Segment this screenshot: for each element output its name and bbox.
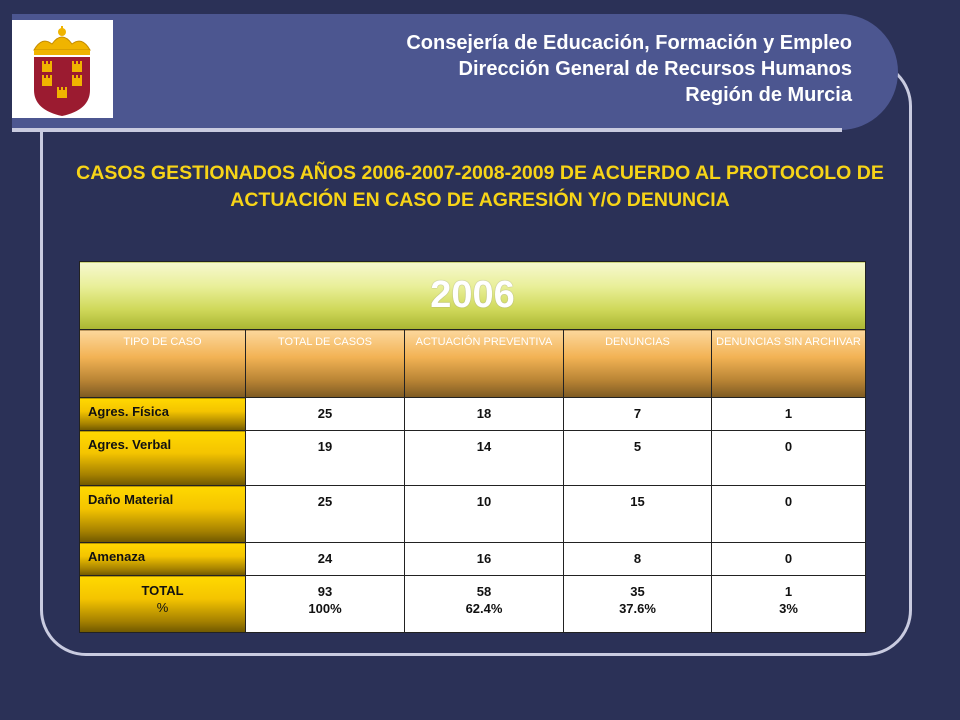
row-label: Amenaza [80,543,246,576]
total-row [80,576,866,633]
total-value: 58 [476,584,492,599]
header-line-1: Consejería de Educación, Formación y Empleo [406,32,852,54]
coat-of-arms-icon [12,20,113,118]
table-row [80,486,866,543]
table-cell: 10 [405,486,564,543]
total-cell [405,576,564,633]
table-cell: 25 [246,398,405,431]
page-title: CASOS GESTIONADOS AÑOS 2006-2007-2008-2009 DE ACUERDO AL PROTOCOLO DE ACTUACIÓN EN CASO DE AGRESIÓN Y/O DENUNCIA [76,162,884,211]
table-cell: 14 [405,431,564,486]
table-cell: 19 [246,431,405,486]
header-text [406,30,852,108]
table-cell: 7 [564,398,712,431]
total-cell [564,576,712,633]
total-pct: 62.4% [465,601,503,616]
header-line-2: Dirección General de Recursos Humanos [458,58,852,80]
total-label-text: TOTAL [141,583,184,598]
total-value: 1 [784,584,793,599]
table-row [80,543,866,576]
header-divider [12,128,842,132]
total-pct: 3% [779,601,798,616]
col-header-sin-archivar: DENUNCIAS SIN ARCHIVAR [712,330,866,398]
col-header-actuacion: ACTUACIÓN PREVENTIVA [405,330,564,398]
total-label-pct: % [156,600,169,615]
table-cell: 24 [246,543,405,576]
col-header-tipo: TIPO DE CASO [80,330,246,398]
row-label: Agres. Física [80,398,246,431]
table-cell: 16 [405,543,564,576]
table-cell: 0 [712,431,866,486]
table-cell: 5 [564,431,712,486]
table-cell: 25 [246,486,405,543]
total-pct: 100% [308,601,342,616]
total-pct: 37.6% [619,601,656,616]
table-cell: 0 [712,543,866,576]
table-cell: 8 [564,543,712,576]
table-row [80,398,866,431]
table-cell: 1 [712,398,866,431]
logo [12,20,113,118]
total-value: 35 [630,584,645,599]
total-cell [712,576,866,633]
table-cell: 0 [712,486,866,543]
total-label [80,576,246,633]
total-value: 93 [317,584,333,599]
table-cell: 18 [405,398,564,431]
row-label: Agres. Verbal [80,431,246,486]
col-header-total: TOTAL DE CASOS [246,330,405,398]
total-cell [246,576,405,633]
cases-table [79,261,866,633]
row-label: Daño Material [80,486,246,543]
header-line-3: Región de Murcia [685,84,852,106]
col-header-denuncias: DENUNCIAS [564,330,712,398]
year-header: 2006 [80,262,866,330]
table-row [80,431,866,486]
table-cell: 15 [564,486,712,543]
